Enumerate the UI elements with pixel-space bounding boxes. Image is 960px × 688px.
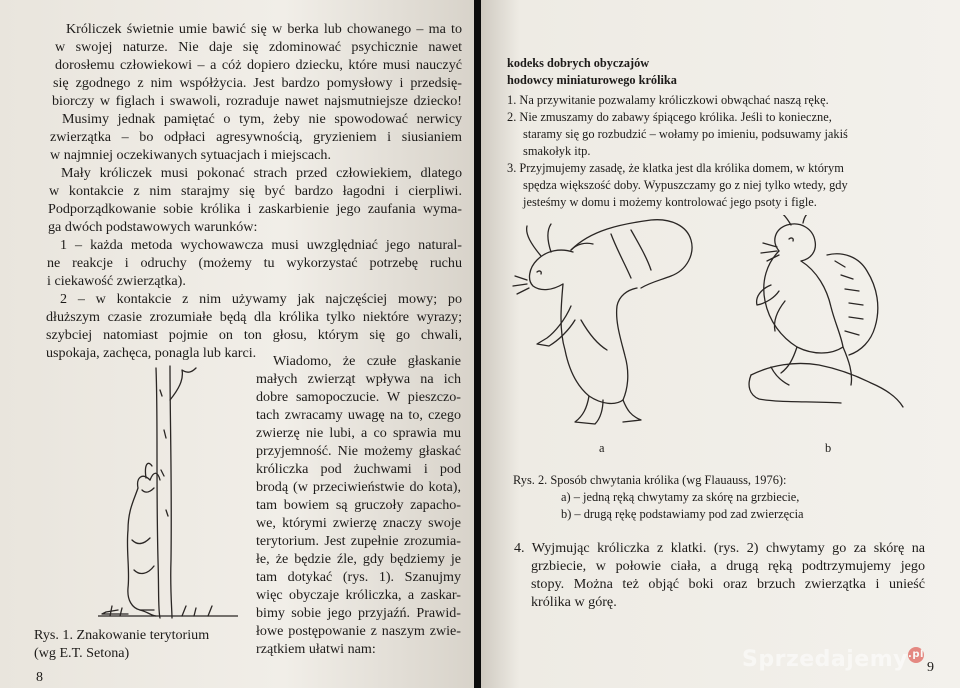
page-number-right: 9: [927, 660, 934, 675]
column-line: Wiadomo, że czułe głaskanie: [273, 353, 461, 369]
left-line: w najmniej oczekiwanych sytuacjach i miejscach.: [50, 147, 331, 163]
left-line: zwierzątka – bo odpłaci agresywnością, gryzieniem i siusianiem: [50, 129, 462, 145]
figure-2-caption-line: Rys. 2. Sposób chwytania królika (wg Flauauss, 1976):: [513, 473, 787, 487]
list-line: jesteśmy w domu i możemy kontrolować jego psoty i figle.: [523, 195, 817, 209]
column-line: we, którymi zwierzę znaczy swoje: [256, 515, 461, 531]
figure-2-label-a: a: [599, 441, 605, 455]
item-4-line: stopy. Można też objąć boki oraz brzuch zwierzątka i unieść: [531, 576, 925, 592]
watermark-logo: Sprzedajemy.pl: [742, 647, 924, 672]
list-line: spędza większość doby. Wypuszczamy go z niej tylko wtedy, gdy: [523, 178, 848, 192]
left-line: uspokaja, zachęca, ponagla lub karci.: [46, 345, 257, 361]
item-4-line: grzbiecie, w połowie ciała, a drugą ręką podtrzymujemy jego: [531, 558, 925, 574]
column-line: przyjemność. Nie możemy głaskać: [256, 443, 461, 459]
left-line: biorczy w figlach i swawoli, rozraduje nawet najsmutniejsze dziecko!: [52, 93, 462, 109]
column-line: terytorium. Jest zupełnie zrozumia-: [256, 533, 461, 549]
left-line: Musimy jednak pamiętać o tym, żeby nie spowodować nerwicy: [62, 111, 462, 127]
left-line: ga dwóch podstawowych warunków:: [48, 219, 258, 235]
left-line: 1 – każda metoda wychowawcza musi uwzględniać jego natural-: [60, 237, 462, 253]
list-line: smakołyk itp.: [523, 144, 591, 158]
rabbit-marking-tree-illustration: [98, 360, 238, 620]
column-line: małych zwierząt wpływa na ich: [256, 371, 461, 387]
left-line: szybciej natomiast pojmie on ton głosu, którym się go chwali,: [46, 327, 462, 343]
code-heading-line: hodowcy miniaturowego królika: [507, 73, 677, 87]
column-line: dobre samopoczucie. W pieszczo-: [256, 389, 461, 405]
code-heading-line: kodeks dobrych obyczajów: [507, 56, 650, 70]
figure-1-caption-line: Rys. 1. Znakowanie terytorium: [34, 627, 210, 643]
column-line: króliczka pod żuchwami i pod: [256, 461, 461, 477]
column-line: tam bowiem są gruczoły zapacho-: [256, 497, 461, 513]
item-4-line: królika w górę.: [531, 594, 617, 610]
column-line: więc obyczaje króliczka, a zaskar-: [256, 587, 461, 603]
column-line: brodą (w przeciwieństwie do kota),: [256, 479, 461, 495]
figure-2-caption-line: b) – drugą rękę podstawiamy pod zad zwierzęcia: [561, 507, 804, 521]
column-line: łe, że będzie źle, gdy będziemy je: [256, 551, 461, 567]
figure-2-label-b: b: [825, 441, 832, 455]
list-line: 1. Na przywitanie pozwalamy króliczkowi obwąchać naszą rękę.: [507, 93, 829, 107]
page-number-left: 8: [36, 670, 43, 685]
book-gutter: [474, 0, 481, 688]
left-line: Mały króliczek musi pokonać strach przed człowiekiem, dlatego: [61, 165, 462, 181]
figure-2-caption-line: a) – jedną ręką chwytamy za skórę na grzbiecie,: [561, 490, 800, 504]
column-line: zwierzę nie lubi, a co sprawia mu: [256, 425, 461, 441]
left-line: w swojej naturze. Nie daje się zdominować psychicznie nawet: [55, 39, 462, 55]
rabbit-held-by-scruff-illustration: [511, 210, 701, 430]
column-line: tach zwracamy uwagę na to, czego: [256, 407, 461, 423]
rabbit-supported-illustration: [731, 215, 911, 415]
right-page: [481, 0, 960, 688]
list-line: 3. Przyjmujemy zasadę, że klatka jest dla królika domem, w którym: [507, 161, 844, 175]
figure-1-caption-line: (wg E.T. Setona): [34, 645, 130, 661]
left-page: [0, 0, 474, 688]
column-line: rzątkiem ułatwi nam:: [256, 641, 376, 657]
left-line: w kontakcie z nim starajmy się być bardzo łagodni i cierpliwi.: [49, 183, 462, 199]
left-line: 2 – w kontakcie z nim używamy jak najczęściej mowy; po: [60, 291, 462, 307]
column-line: łowe postępowanie z naszym zwie-: [256, 623, 461, 639]
column-line: bimy sobie jego przyjaźń. Prawid-: [256, 605, 461, 621]
list-line: 2. Nie zmuszamy do zabawy śpiącego królika. Jeśli to konieczne,: [507, 110, 832, 124]
left-line: Króliczek świetnie umie bawić się w berka lub chowanego – ma to: [66, 21, 462, 37]
left-line: się zgodnego z nim współżycia. Jest bardzo pomysłowy i przedsię-: [53, 75, 462, 91]
item-4-line: 4. Wyjmując króliczka z klatki. (rys. 2) chwytamy go za skórę na: [514, 540, 925, 556]
left-line: dorosłemu człowiekowi – a cóż dopiero dziecku, które musi nauczyć: [55, 57, 462, 73]
left-line: ne reakcje i odruchy (możemy tu wykorzystać potrzebę ruchu: [47, 255, 462, 271]
left-line: dłuższym czasie zrozumiałe będą dla królika tylko niektóre wyrazy;: [46, 309, 462, 325]
list-line: staramy się go rozbudzić – wołamy po imieniu, podsuwamy jakiś: [523, 127, 848, 141]
left-line: Podporządkowanie sobie królika i zaskarbienie jego zaufania wyma-: [48, 201, 462, 217]
left-line: i ciekawość zwierzątka).: [47, 273, 186, 289]
column-line: tam dotykać (rys. 1). Szanujmy: [256, 569, 461, 585]
